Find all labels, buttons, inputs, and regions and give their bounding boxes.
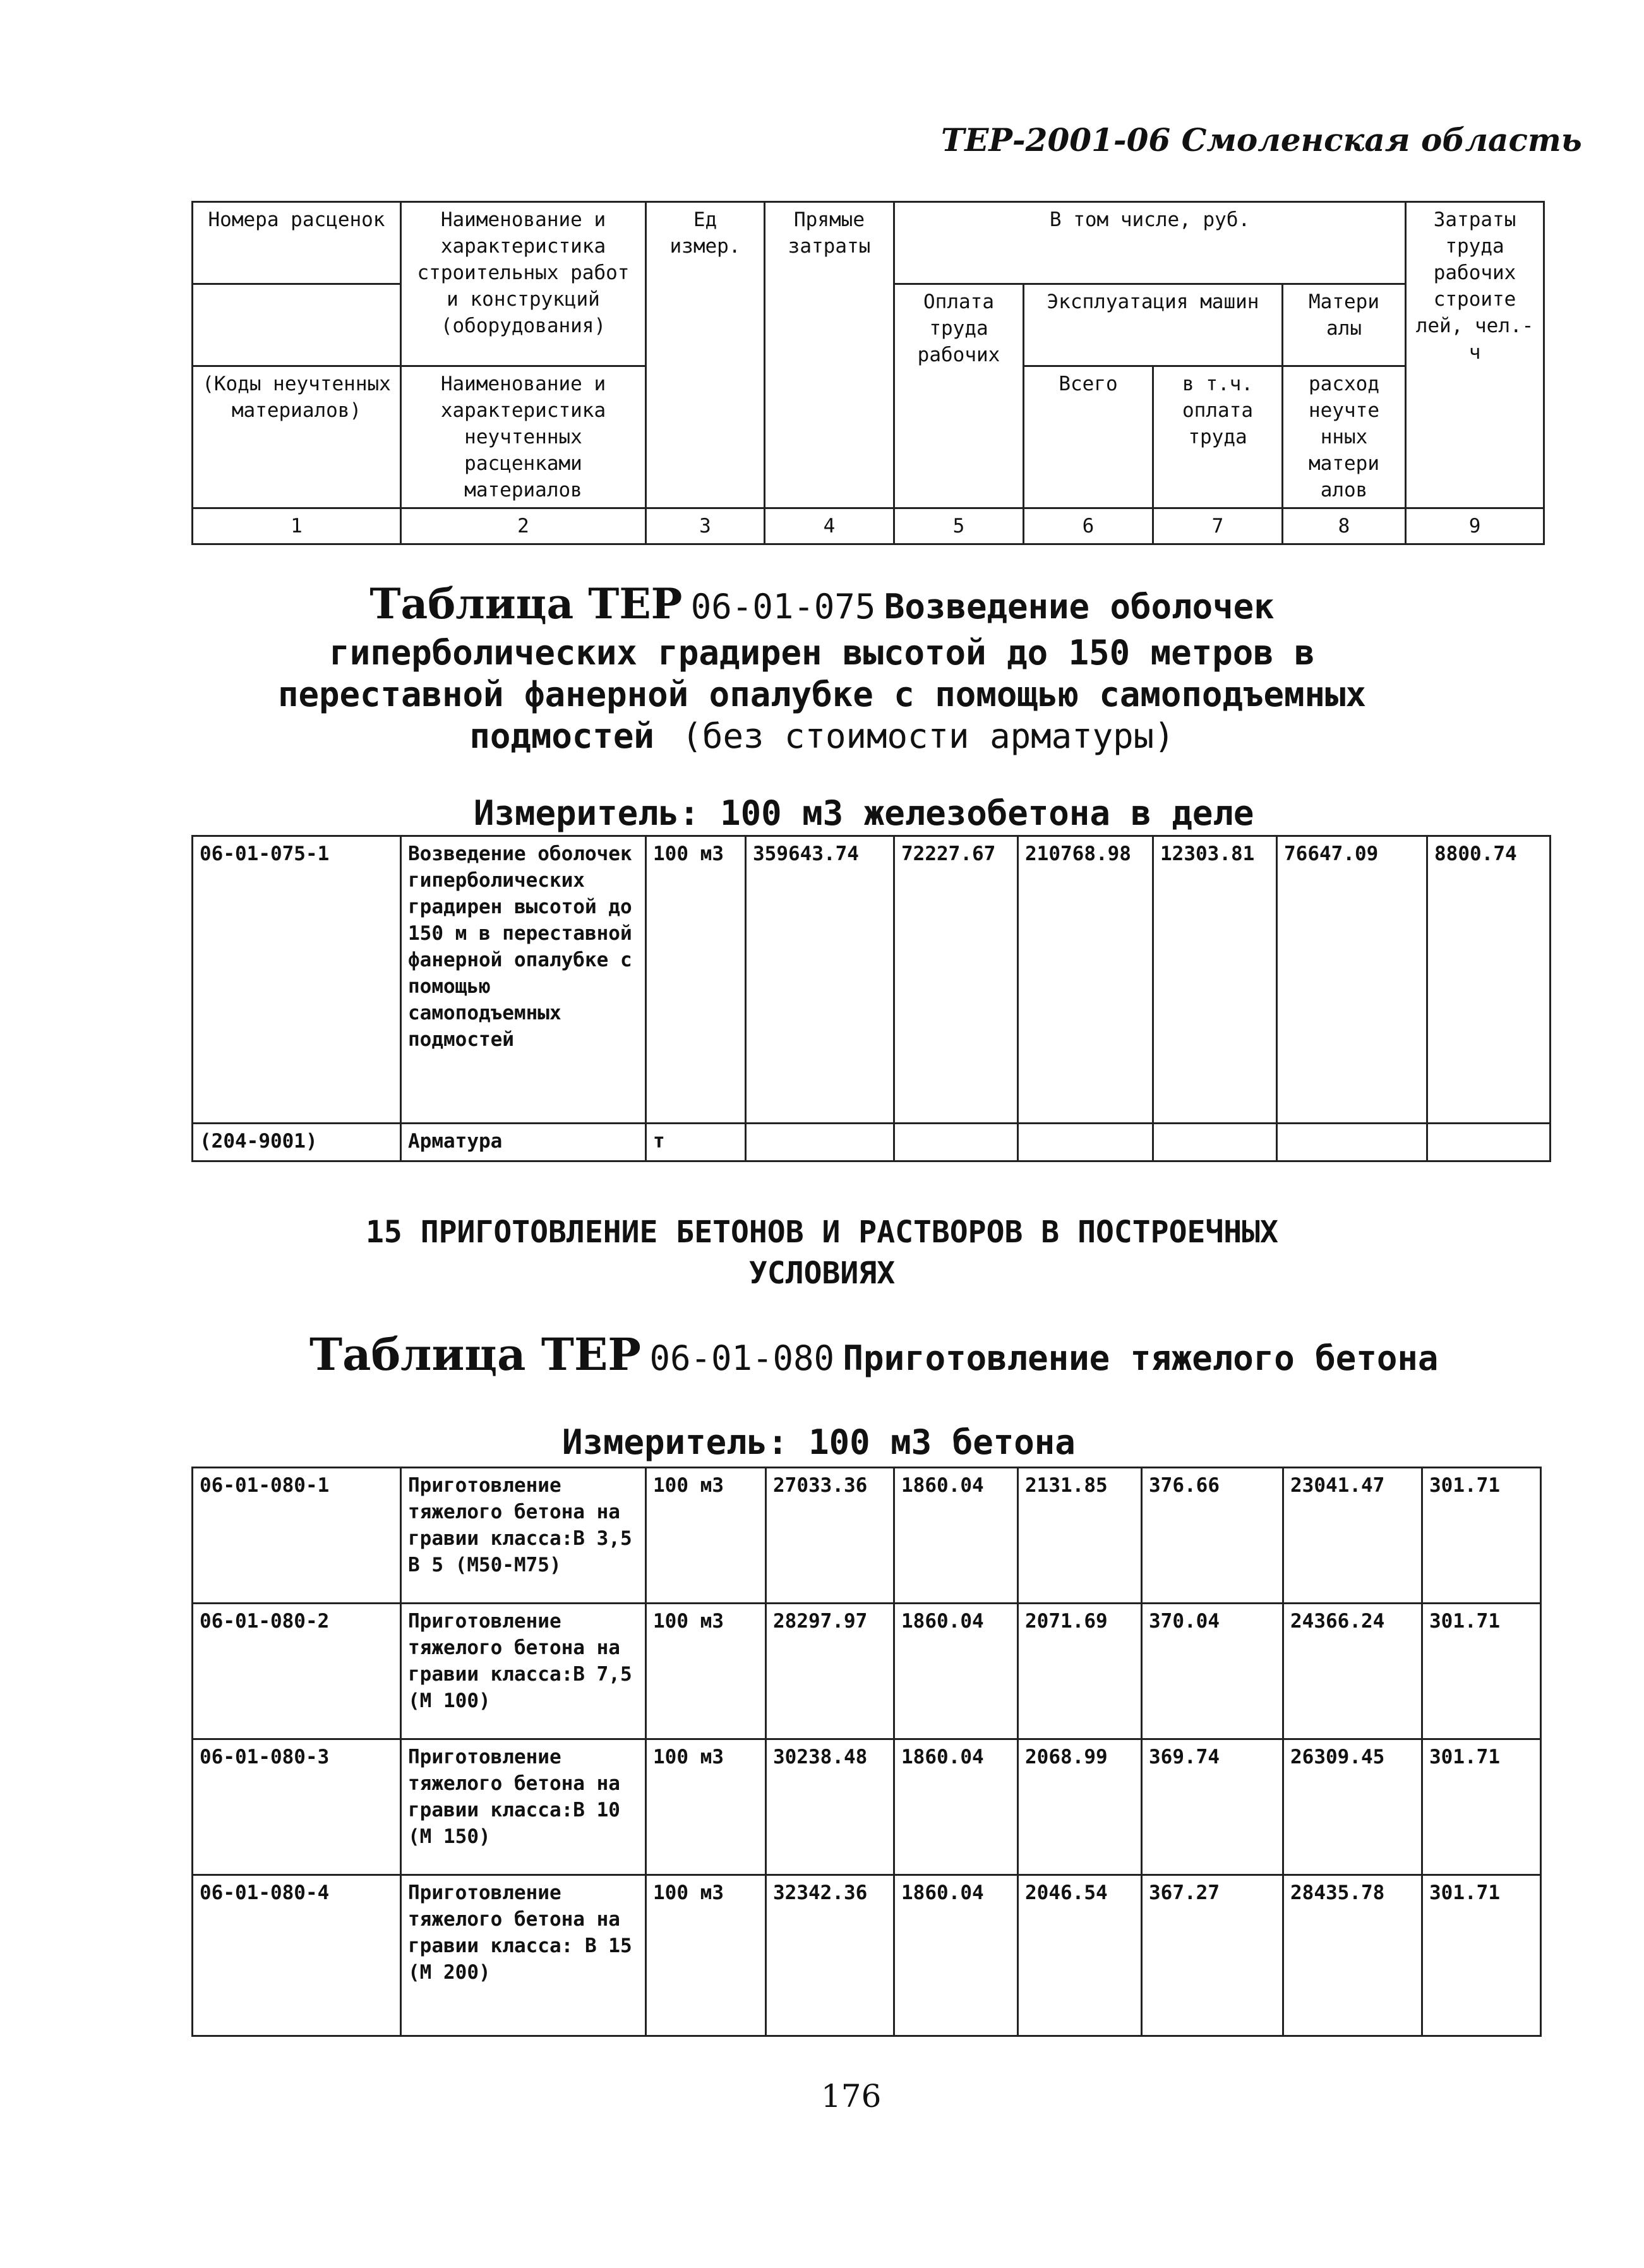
header-col4: Прямые затраты <box>765 202 894 508</box>
row-materials: 23041.47 <box>1283 1468 1422 1604</box>
header-col9: Затраты труда рабочих строите лей, чел.-ч <box>1406 202 1544 508</box>
table080-title <box>309 1326 1438 1387</box>
header-num: 8 <box>1283 508 1406 544</box>
row-unit: 100 м3 <box>646 1604 766 1739</box>
table075-title-line1 <box>0 581 1644 630</box>
row-machines-labor: 369.74 <box>1142 1739 1283 1875</box>
row-code: 06-01-075-1 <box>193 836 401 1124</box>
row-machines: 2071.69 <box>1018 1604 1142 1739</box>
header-num: 6 <box>1024 508 1153 544</box>
table075-title-prefix: Таблица ТЕР <box>369 579 683 628</box>
row-direct: 28297.97 <box>766 1604 894 1739</box>
header-col5: Оплата труда рабочих <box>894 284 1024 508</box>
row-labor: 1860.04 <box>894 1875 1018 2036</box>
row-hours: 301.71 <box>1422 1875 1541 2036</box>
row-labor <box>894 1124 1018 1161</box>
header-table <box>191 201 1545 545</box>
table075-meter: Измеритель: 100 м3 железобетона в деле <box>474 793 1254 833</box>
table075-title-bold: подмостей <box>469 716 654 756</box>
table-row <box>193 1739 1541 1875</box>
table075-title-text1: Возведение оболочек <box>884 587 1275 627</box>
header-col8-bottom: расход неучте нных матери алов <box>1283 366 1406 508</box>
header-col1-bottom: (Коды неучтенных материалов) <box>193 366 401 508</box>
row-hours: 8800.74 <box>1427 836 1551 1124</box>
row-code: 06-01-080-2 <box>193 1604 401 1739</box>
header-col8-top: Матери алы <box>1283 284 1406 366</box>
row-name: Приготовление тяжелого бетона на гравии класса:В 10 (М 150) <box>401 1739 646 1875</box>
row-name: Приготовление тяжелого бетона на гравии класса:В 3,5 В 5 (М50-М75) <box>401 1468 646 1604</box>
table-row <box>193 1604 1541 1739</box>
row-direct: 27033.36 <box>766 1468 894 1604</box>
row-unit: т <box>646 1124 746 1161</box>
row-materials: 24366.24 <box>1283 1604 1422 1739</box>
row-materials: 76647.09 <box>1277 836 1427 1124</box>
row-unit: 100 м3 <box>646 1875 766 2036</box>
table080-title-text: Приготовление тяжелого бетона <box>843 1338 1439 1378</box>
row-machines <box>1018 1124 1153 1161</box>
row-machines: 210768.98 <box>1018 836 1153 1124</box>
header-num: 3 <box>646 508 765 544</box>
table075-code: 06-01-075 <box>690 587 876 627</box>
row-direct: 359643.74 <box>746 836 894 1124</box>
header-num: 1 <box>193 508 401 544</box>
table-row <box>193 1468 1541 1604</box>
row-machines: 2068.99 <box>1018 1739 1142 1875</box>
header-number-row <box>193 508 1544 544</box>
row-hours <box>1427 1124 1551 1161</box>
row-labor: 1860.04 <box>894 1468 1018 1604</box>
row-machines-labor: 367.27 <box>1142 1875 1283 2036</box>
row-direct: 30238.48 <box>766 1739 894 1875</box>
row-direct: 32342.36 <box>766 1875 894 2036</box>
row-unit: 100 м3 <box>646 1739 766 1875</box>
header-num: 2 <box>401 508 646 544</box>
row-code: 06-01-080-1 <box>193 1468 401 1604</box>
row-machines-labor <box>1153 1124 1277 1161</box>
header-col7: в т.ч. оплата труда <box>1153 366 1283 508</box>
row-code: 06-01-080-4 <box>193 1875 401 2036</box>
header-machines: Эксплуатация машин <box>1024 284 1283 366</box>
page-number: 176 <box>821 2078 882 2115</box>
running-header: ТЕР-2001-06 Смоленская область <box>941 121 1582 159</box>
row-code: 06-01-080-3 <box>193 1739 401 1875</box>
row-hours: 301.71 <box>1422 1468 1541 1604</box>
table080-title-prefix: Таблица ТЕР <box>309 1328 641 1381</box>
row-machines-labor: 376.66 <box>1142 1468 1283 1604</box>
row-name: Приготовление тяжелого бетона на гравии класса: В 15 (М 200) <box>401 1875 646 2036</box>
header-col2-bottom: Наименование и характеристика неучтенных расценками материалов <box>401 366 646 508</box>
table-row <box>193 836 1551 1124</box>
header-num: 4 <box>765 508 894 544</box>
row-name: Арматура <box>401 1124 646 1161</box>
table080-code: 06-01-080 <box>649 1338 835 1378</box>
row-materials: 26309.45 <box>1283 1739 1422 1875</box>
row-labor: 1860.04 <box>894 1739 1018 1875</box>
table-row <box>193 1124 1551 1161</box>
row-materials: 28435.78 <box>1283 1875 1422 2036</box>
table-row <box>193 1875 1541 2036</box>
row-machines: 2046.54 <box>1018 1875 1142 2036</box>
table075-title-line3: переставной фанерной опалубке с помощью самоподъемных <box>277 675 1367 714</box>
header-num: 7 <box>1153 508 1283 544</box>
table075 <box>191 835 1551 1162</box>
header-num: 9 <box>1406 508 1544 544</box>
row-machines: 2131.85 <box>1018 1468 1142 1604</box>
row-machines-labor: 370.04 <box>1142 1604 1283 1739</box>
header-col6: Всего <box>1024 366 1153 508</box>
table075-title-normal: (без стоимости арматуры) <box>681 716 1175 756</box>
table080-meter: Измеритель: 100 м3 бетона <box>562 1422 1076 1462</box>
section15-line2: УСЛОВИЯХ <box>748 1256 896 1291</box>
header-num: 5 <box>894 508 1024 544</box>
header-col2-top: Наименование и характеристика строительных работ и конструкций (оборудования) <box>401 202 646 366</box>
row-code: (204-9001) <box>193 1124 401 1161</box>
row-name: Приготовление тяжелого бетона на гравии класса:В 7,5 (М 100) <box>401 1604 646 1739</box>
row-labor: 72227.67 <box>894 836 1018 1124</box>
header-col1-top: Номера расценок <box>193 202 401 284</box>
row-materials <box>1277 1124 1427 1161</box>
header-col3: Ед измер. <box>646 202 765 508</box>
table075-title-line4 <box>0 714 1644 759</box>
row-name: Возведение оболочек гиперболических градирен высотой до 150 м в переставной фанерной опалубке с помощью самоподъемных подмостей <box>401 836 646 1124</box>
row-unit: 100 м3 <box>646 836 746 1124</box>
row-direct <box>746 1124 894 1161</box>
header-group: В том числе, руб. <box>894 202 1406 284</box>
section15-line1: 15 ПРИГОТОВЛЕНИЕ БЕТОНОВ И РАСТВОРОВ В ПОСТРОЕЧНЫХ <box>366 1215 1278 1250</box>
row-hours: 301.71 <box>1422 1739 1541 1875</box>
table080 <box>191 1467 1542 2037</box>
row-hours: 301.71 <box>1422 1604 1541 1739</box>
row-unit: 100 м3 <box>646 1468 766 1604</box>
row-machines-labor: 12303.81 <box>1153 836 1277 1124</box>
row-labor: 1860.04 <box>894 1604 1018 1739</box>
table075-title-line2: гиперболических градирен высотой до 150 метров в <box>329 633 1315 673</box>
